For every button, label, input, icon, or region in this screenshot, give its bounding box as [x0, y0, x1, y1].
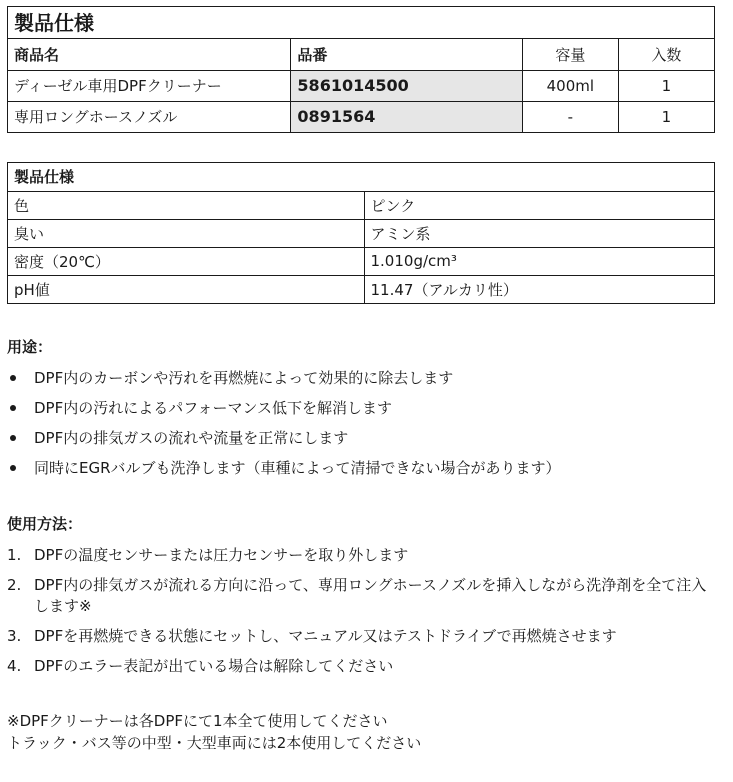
usage-item	[7, 398, 717, 428]
note-line: ※DPFクリーナーは各DPFにて1本全て使用してください	[7, 712, 388, 730]
usage-list	[7, 368, 717, 488]
header-product-name: 商品名	[8, 39, 291, 70]
usage-item-text: 同時にEGRバルブも洗浄します（車種によって清掃できない場合があります）	[34, 459, 561, 477]
spec-row	[8, 275, 714, 303]
capacity: -	[522, 101, 618, 132]
product-table	[7, 6, 715, 133]
spec-label: pH値	[8, 275, 364, 303]
method-heading: 使用方法：	[7, 515, 83, 533]
capacity: 400ml	[522, 70, 618, 101]
header-quantity: 入数	[618, 39, 714, 70]
quantity: 1	[618, 70, 714, 101]
step-number: 2.	[7, 576, 22, 594]
usage-item-text: DPF内のカーボンや汚れを再燃焼によって効果的に除去します	[34, 369, 454, 387]
method-steps	[7, 545, 717, 686]
step-number: 1.	[7, 546, 22, 564]
method-step	[7, 656, 717, 677]
spec-row	[8, 219, 714, 247]
method-step	[7, 575, 717, 617]
part-number: 0891564	[291, 101, 523, 132]
step-text: DPFを再燃焼できる状態にセットし、マニュアル又はテストドライブで再燃焼させます	[34, 627, 617, 645]
bullet-icon	[10, 375, 16, 381]
bullet-icon	[10, 435, 16, 441]
bullet-icon	[10, 405, 16, 411]
spec-label: 色	[8, 191, 364, 219]
spec-grid	[8, 163, 714, 303]
spec-row	[8, 247, 714, 275]
spec-table	[7, 162, 715, 304]
spec-value: アミン系	[364, 219, 714, 247]
usage-item	[7, 458, 717, 488]
bullet-icon	[10, 465, 16, 471]
spec-table-title: 製品仕様	[8, 163, 714, 191]
method-step	[7, 626, 717, 647]
spec-value: ピンク	[364, 191, 714, 219]
usage-item	[7, 368, 717, 398]
product-row	[8, 101, 714, 132]
usage-item-text: DPF内の汚れによるパフォーマンス低下を解消します	[34, 399, 393, 417]
spec-value: 1.010g/cm³	[364, 247, 714, 275]
step-number: 3.	[7, 627, 22, 645]
part-number: 5861014500	[291, 70, 523, 101]
step-number: 4.	[7, 657, 22, 675]
notes	[7, 710, 421, 754]
spec-label: 密度（20℃）	[8, 247, 364, 275]
product-header-row	[8, 39, 714, 70]
product-table-title: 製品仕様	[8, 7, 714, 39]
quantity: 1	[618, 101, 714, 132]
product-row	[8, 70, 714, 101]
product-name: 専用ロングホースノズル	[8, 101, 291, 132]
usage-item	[7, 428, 717, 458]
note-line: トラック・バス等の中型・大型車両には2本使用してください	[7, 734, 422, 752]
header-capacity: 容量	[522, 39, 618, 70]
step-text: DPF内の排気ガスが流れる方向に沿って、専用ロングホースノズルを挿入しながら洗浄剤を全て注入します※	[34, 576, 707, 615]
method-step	[7, 545, 717, 566]
spec-row	[8, 191, 714, 219]
product-grid	[8, 39, 714, 132]
header-part-number: 品番	[291, 39, 523, 70]
spec-label: 臭い	[8, 219, 364, 247]
step-text: DPFのエラー表記が出ている場合は解除してください	[34, 657, 394, 675]
usage-item-text: DPF内の排気ガスの流れや流量を正常にします	[34, 429, 349, 447]
spec-title-row	[8, 163, 714, 191]
step-text: DPFの温度センサーまたは圧力センサーを取り外します	[34, 546, 409, 564]
product-name: ディーゼル車用DPFクリーナー	[8, 70, 291, 101]
spec-value: 11.47（アルカリ性）	[364, 275, 714, 303]
usage-heading: 用途：	[7, 338, 53, 356]
